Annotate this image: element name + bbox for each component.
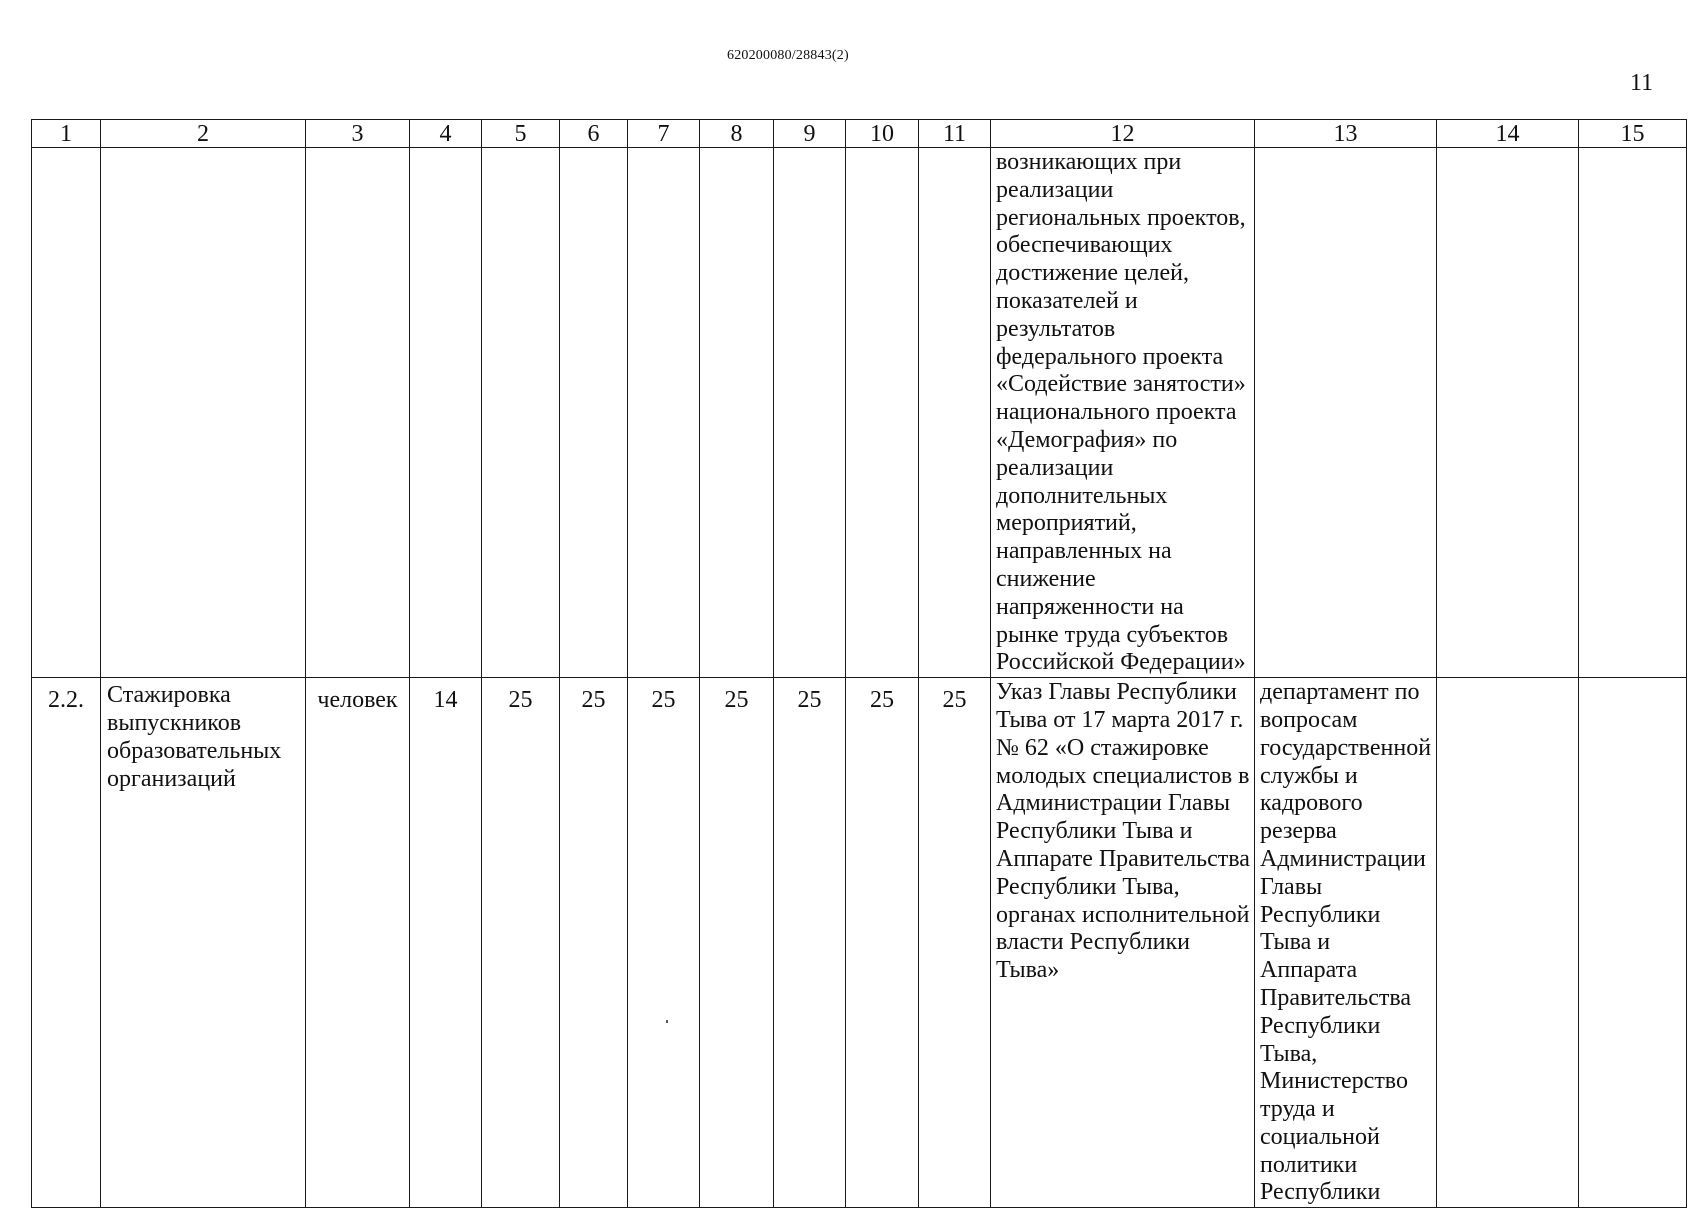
column-header: 12 <box>991 120 1255 148</box>
table-cell <box>1255 148 1437 678</box>
table-cell <box>628 148 700 678</box>
table-cell <box>482 148 560 678</box>
column-header: 1 <box>32 120 101 148</box>
column-header: 3 <box>306 120 410 148</box>
column-header: 11 <box>919 120 991 148</box>
column-header: 5 <box>482 120 560 148</box>
value-cell: 14 <box>410 678 482 1208</box>
table-cell <box>1579 678 1687 1208</box>
value-cell: 25 <box>846 678 919 1208</box>
column-header: 15 <box>1579 120 1687 148</box>
table-cell <box>846 148 919 678</box>
value-cell: 25 <box>560 678 628 1208</box>
plan-table <box>31 119 1687 1208</box>
column-header: 9 <box>774 120 846 148</box>
row-number: 2.2. <box>32 678 101 1208</box>
column-header: 10 <box>846 120 919 148</box>
column-header: 6 <box>560 120 628 148</box>
value-cell: 25 <box>919 678 991 1208</box>
table-cell <box>32 148 101 678</box>
column-header: 4 <box>410 120 482 148</box>
scan-speck <box>666 1020 668 1023</box>
table-cell <box>700 148 774 678</box>
table-cell <box>1579 148 1687 678</box>
table-cell <box>1437 148 1579 678</box>
document-id: 620200080/28843(2) <box>727 48 849 63</box>
table-cell <box>919 148 991 678</box>
column-header: 7 <box>628 120 700 148</box>
column-header: 8 <box>700 120 774 148</box>
column-header: 13 <box>1255 120 1437 148</box>
table-row <box>32 678 1687 1208</box>
page-number: 11 <box>1630 70 1654 96</box>
value-cell: 25 <box>628 678 700 1208</box>
table-row <box>32 148 1687 678</box>
table-cell <box>774 148 846 678</box>
table-cell <box>560 148 628 678</box>
column-header: 2 <box>101 120 306 148</box>
basis-text: Указ Главы Республики Тыва от 17 марта 2017 г. № 62 «О стажировке молодых специалистов в Администрации Главы Республики Тыва и Аппарате Правительства Республики Тыва, органах исполнительной власти Республики Тыва» <box>991 678 1255 1208</box>
table-cell <box>1437 678 1579 1208</box>
column-number-row <box>32 120 1687 148</box>
table-cell <box>306 148 410 678</box>
activity-name: Стажировка выпускников образовательных организаций <box>101 678 306 1208</box>
column-header: 14 <box>1437 120 1579 148</box>
unit-cell: человек <box>306 678 410 1208</box>
table-cell <box>101 148 306 678</box>
table-cell <box>410 148 482 678</box>
value-cell: 25 <box>482 678 560 1208</box>
value-cell: 25 <box>774 678 846 1208</box>
executor-text: департамент по вопросам государственной службы и кадрового резерва Администрации Главы Республики Тыва и Аппарата Правительства Республики Тыва, Министерство труда и социальной политики Республики <box>1255 678 1437 1208</box>
basis-text-continued: возникающих при реализации региональных проектов, обеспечивающих достижение целей, показателей и результатов федерального проекта «Содействие занятости» национального проекта «Демография» по реализации дополнительных мероприятий, направленных на снижение напряженности на рынке труда субъектов Российской Федерации» <box>991 148 1255 678</box>
value-cell: 25 <box>700 678 774 1208</box>
